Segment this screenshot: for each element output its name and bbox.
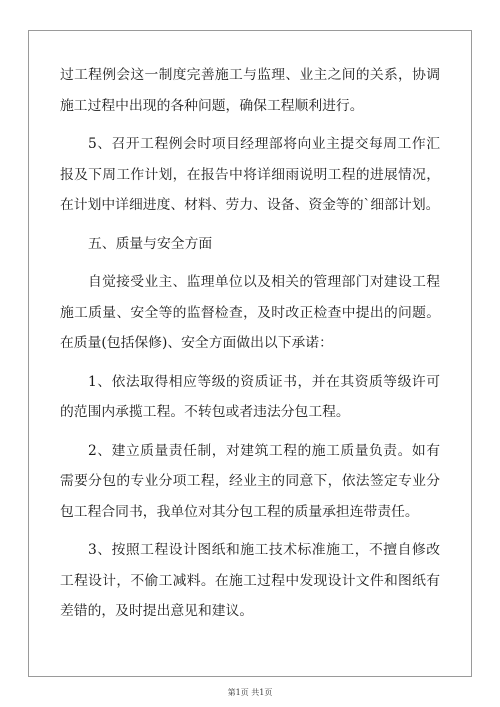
section-heading: 五、质量与安全方面 <box>88 235 213 252</box>
paragraph-continued: 过工程例会这一制度完善施工与监理、业主之间的关系，协调施工过程中出现的各种问题，确保工程顺利进行。 <box>60 67 440 114</box>
page-footer: 第1页 共1页 <box>227 688 273 697</box>
paragraph-item-2: 2、建立质量责任制，对建筑工程的施工质量负责。如有需要分包的专业分项工程，经业主的同意下，依法签定专业分包工程合同书，我单位对其分包工程的质量承担连带责任。 <box>60 442 440 520</box>
paragraph-item-3: 3、按照工程设计图纸和施工技术标准施工，不擅自修改工程设计，不偷工减料。在施工过程中发现设计文件和图纸有差错的，及时提出意见和建议。 <box>60 542 440 619</box>
paragraph-item-5: 5、召开工程例会时项目经理部将向业主提交每周工作汇报及下周工作计划，在报告中将详细雨说明工程的进展情况，在计划中详细进度、材料、劳力、设备、资金等的`细部计划。 <box>60 136 440 213</box>
body-text <box>60 60 440 635</box>
paragraph-item-1: 1、依法取得相应等级的资质证书，并在其资质等级许可的范围内承揽工程。不转包或者违法分包工程。 <box>60 373 440 420</box>
paragraph-intro: 自觉接受业主、监理单位以及相关的管理部门对建设工程施工质量、安全等的监督检查，及时改正检查中提出的问题。在质量(包括保修)、安全方面做出以下承诺： <box>60 274 440 351</box>
